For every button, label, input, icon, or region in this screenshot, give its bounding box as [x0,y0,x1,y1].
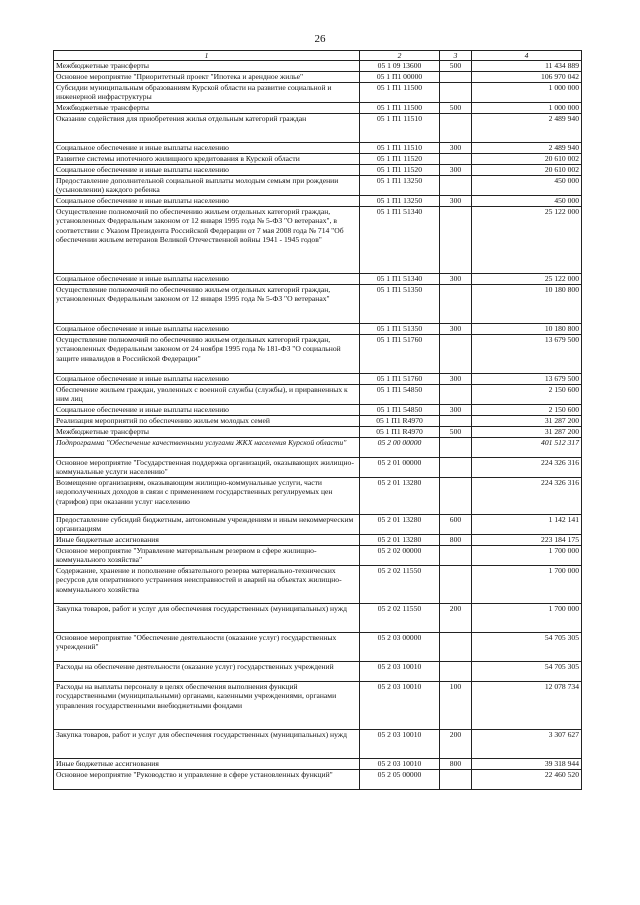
row-amount: 401 512 317 [472,438,582,458]
row-kind [440,566,472,604]
table-row [54,427,582,438]
row-code: 05 1 П1 51760 [360,335,440,374]
table-row [54,662,582,682]
table-row [54,285,582,324]
row-kind [440,633,472,662]
row-amount: 54 705 305 [472,662,582,682]
row-code: 05 1 П1 11520 [360,165,440,176]
row-kind: 500 [440,103,472,114]
row-amount: 1 000 000 [472,103,582,114]
row-code: 05 2 02 11550 [360,604,440,633]
row-kind [440,83,472,103]
row-name: Межбюджетные трансферты [54,103,360,114]
row-amount: 22 460 520 [472,770,582,790]
row-code: 05 1 П1 13250 [360,196,440,207]
row-amount: 1 000 000 [472,83,582,103]
row-amount: 1 142 141 [472,515,582,535]
row-name: Содержание, хранение и пополнение обязательного резерва материально-технических ресурсов для оперативного устранения неисправностей и аварий на объектах жилищно-коммунального хозяйства [54,566,360,604]
row-name: Оказание содействия для приобретения жилья отдельным категорий граждан [54,114,360,143]
row-kind [440,385,472,405]
row-code: 05 2 03 10010 [360,730,440,759]
table-row [54,83,582,103]
row-code: 05 1 09 13600 [360,61,440,72]
header-col-3: 3 [440,51,472,61]
row-amount: 1 700 000 [472,604,582,633]
table-row [54,61,582,72]
row-amount: 2 489 940 [472,114,582,143]
row-code: 05 2 02 00000 [360,546,440,566]
row-kind: 300 [440,374,472,385]
row-name: Социальное обеспечение и иные выплаты населению [54,274,360,285]
row-kind: 500 [440,427,472,438]
row-code: 05 2 01 00000 [360,458,440,478]
row-amount: 1 700 000 [472,546,582,566]
row-name: Межбюджетные трансферты [54,61,360,72]
row-code: 05 1 П1 51350 [360,324,440,335]
row-amount: 450 000 [472,176,582,196]
row-code: 05 1 П1 51340 [360,207,440,274]
row-name: Социальное обеспечение и иные выплаты населению [54,374,360,385]
table-row [54,176,582,196]
table-row [54,274,582,285]
row-name: Закупка товаров, работ и услуг для обеспечения государственных (муниципальных) нужд [54,730,360,759]
row-code: 05 1 П1 13250 [360,176,440,196]
row-code: 05 1 П1 R4970 [360,427,440,438]
table-row [54,633,582,662]
header-col-2: 2 [360,51,440,61]
row-code: 05 2 00 00000 [360,438,440,458]
row-kind [440,285,472,324]
row-amount: 224 326 316 [472,458,582,478]
row-kind: 100 [440,682,472,730]
table-row [54,374,582,385]
row-code: 05 1 П1 11520 [360,154,440,165]
table-row [54,154,582,165]
row-name: Основное мероприятие "Руководство и управление в сфере установленных функций" [54,770,360,790]
table-row [54,405,582,416]
row-name: Иные бюджетные ассигнования [54,535,360,546]
row-kind: 300 [440,196,472,207]
table-row [54,770,582,790]
row-amount: 13 679 500 [472,374,582,385]
row-amount: 13 679 500 [472,335,582,374]
table-header-row [54,51,582,61]
table-row [54,566,582,604]
row-code: 05 1 П1 R4970 [360,416,440,427]
row-code: 05 1 П1 51340 [360,274,440,285]
row-kind: 600 [440,515,472,535]
row-name: Реализация мероприятий по обеспечению жильем молодых семей [54,416,360,427]
table-row [54,604,582,633]
row-amount: 25 122 000 [472,207,582,274]
row-name: Осуществление полномочий по обеспечению жильем отдельных категорий граждан, установленных Федеральным законом от 24 ноября 1995 года № 181-ФЗ "О социальной защите инвалидов в Российской Федерации" [54,335,360,374]
table-row [54,207,582,274]
row-kind [440,546,472,566]
row-kind [440,770,472,790]
table-row [54,458,582,478]
row-code: 05 1 П1 54850 [360,405,440,416]
row-code: 05 1 П1 54850 [360,385,440,405]
row-code: 05 2 03 10010 [360,662,440,682]
row-name: Социальное обеспечение и иные выплаты населению [54,165,360,176]
table-row [54,324,582,335]
row-code: 05 1 П1 11510 [360,114,440,143]
row-kind: 300 [440,274,472,285]
row-name: Социальное обеспечение и иные выплаты населению [54,143,360,154]
row-name: Основное мероприятие "Государственная поддержка организаций, оказывающих жилищно-коммунальные услуги населению" [54,458,360,478]
row-name: Расходы на выплаты персоналу в целях обеспечения выполнения функций государственными (муниципальными) органами, казенными учреждениями, органами управления государственными внебюджетными фондами [54,682,360,730]
table-row [54,730,582,759]
row-amount: 25 122 000 [472,274,582,285]
row-code: 05 2 01 13280 [360,535,440,546]
row-amount: 450 000 [472,196,582,207]
row-name: Социальное обеспечение и иные выплаты населению [54,196,360,207]
table-row [54,72,582,83]
row-kind [440,72,472,83]
row-name: Возмещение организациям, оказывающим жилищно-коммунальные услуги, части недополученных доходов в связи с применением государственных регулируемых цен (тарифов) при оказании услуг населению [54,478,360,515]
row-amount: 10 180 800 [472,285,582,324]
table-body [54,61,582,790]
table-row [54,165,582,176]
row-amount: 3 307 627 [472,730,582,759]
header-col-4: 4 [472,51,582,61]
row-name: Расходы на обеспечение деятельности (оказание услуг) государственных учреждений [54,662,360,682]
row-kind: 800 [440,759,472,770]
row-code: 05 1 П1 11500 [360,83,440,103]
row-code: 05 1 П1 11510 [360,143,440,154]
row-name: Иные бюджетные ассигнования [54,759,360,770]
row-name: Предоставление субсидий бюджетным, автономным учреждениям и иным некоммерческим организациям [54,515,360,535]
table-row [54,478,582,515]
row-code: 05 1 П1 11500 [360,103,440,114]
row-amount: 12 078 734 [472,682,582,730]
row-kind [440,438,472,458]
row-code: 05 2 03 10010 [360,682,440,730]
row-amount: 106 970 042 [472,72,582,83]
row-amount: 2 150 600 [472,385,582,405]
row-amount: 223 184 175 [472,535,582,546]
row-kind: 300 [440,143,472,154]
row-amount: 1 700 000 [472,566,582,604]
row-kind [440,416,472,427]
row-name: Межбюджетные трансферты [54,427,360,438]
row-code: 05 2 02 11550 [360,566,440,604]
row-code: 05 1 П1 51760 [360,374,440,385]
row-name: Подпрограмма "Обеспечение качественными услугами ЖКХ населения Курской области" [54,438,360,458]
row-kind: 200 [440,604,472,633]
table-row [54,114,582,143]
row-kind [440,458,472,478]
table-row [54,535,582,546]
table-row [54,385,582,405]
row-name: Предоставление дополнительной социальной выплаты молодым семьям при рождении (усыновлении) каждого ребенка [54,176,360,196]
row-kind [440,207,472,274]
row-name: Основное мероприятие "Приоритетный проект "Ипотека и арендное жилье" [54,72,360,83]
row-code: 05 2 01 13280 [360,478,440,515]
table-row [54,103,582,114]
row-code: 05 2 03 10010 [360,759,440,770]
header-col-1: 1 [54,51,360,61]
table-row [54,335,582,374]
row-amount: 31 287 200 [472,427,582,438]
row-amount: 20 610 002 [472,154,582,165]
row-kind: 200 [440,730,472,759]
row-kind [440,114,472,143]
row-amount: 10 180 800 [472,324,582,335]
table-row [54,682,582,730]
table-row [54,196,582,207]
row-name: Осуществление полномочий по обеспечению жильем отдельных категорий граждан, установленных Федеральным законом от 12 января 1995 года № 5-ФЗ "О ветеранах", в соответствии с Указом Президента Российской Федерации от 7 мая 2008 года № 714 "Об обеспечении жильем ветеранов Великой Отечественной войны 1941 - 1945 годов" [54,207,360,274]
row-kind [440,662,472,682]
table-row [54,546,582,566]
row-amount: 31 287 200 [472,416,582,427]
row-kind: 800 [440,535,472,546]
budget-table [53,50,582,790]
table-row [54,438,582,458]
row-amount: 2 150 600 [472,405,582,416]
row-amount: 11 434 889 [472,61,582,72]
row-amount: 224 326 316 [472,478,582,515]
row-name: Социальное обеспечение и иные выплаты населению [54,405,360,416]
row-name: Обеспечение жильем граждан, уволенных с военной службы (службы), и приравненных к ним лиц [54,385,360,405]
row-name: Субсидии муниципальным образованиям Курской области на развитие социальной и инженерной инфраструктуры [54,83,360,103]
table-row [54,416,582,427]
row-kind: 300 [440,165,472,176]
table-row [54,143,582,154]
page-number: 26 [314,33,326,45]
row-name: Закупка товаров, работ и услуг для обеспечения государственных (муниципальных) нужд [54,604,360,633]
row-code: 05 1 П1 51350 [360,285,440,324]
row-amount: 54 705 305 [472,633,582,662]
row-code: 05 2 01 13280 [360,515,440,535]
row-code: 05 2 03 00000 [360,633,440,662]
row-code: 05 2 05 00000 [360,770,440,790]
row-name: Социальное обеспечение и иные выплаты населению [54,324,360,335]
row-name: Основное мероприятие "Обеспечение деятельности (оказание услуг) государственных учреждений" [54,633,360,662]
row-kind: 300 [440,405,472,416]
row-code: 05 1 П1 00000 [360,72,440,83]
row-name: Осуществление полномочий по обеспечению жильем отдельных категорий граждан, установленных Федеральным законом от 12 января 1995 года № 5-ФЗ "О ветеранах" [54,285,360,324]
row-amount: 2 489 940 [472,143,582,154]
row-amount: 20 610 002 [472,165,582,176]
row-kind: 300 [440,324,472,335]
table-row [54,515,582,535]
row-kind [440,154,472,165]
table-row [54,759,582,770]
row-kind [440,176,472,196]
row-name: Основное мероприятие "Управление материальным резервом в сфере жилищно-коммунального хозяйства" [54,546,360,566]
row-kind [440,335,472,374]
row-kind [440,478,472,515]
row-name: Развитие системы ипотечного жилищного кредитования в Курской области [54,154,360,165]
row-amount: 39 318 944 [472,759,582,770]
row-kind: 500 [440,61,472,72]
